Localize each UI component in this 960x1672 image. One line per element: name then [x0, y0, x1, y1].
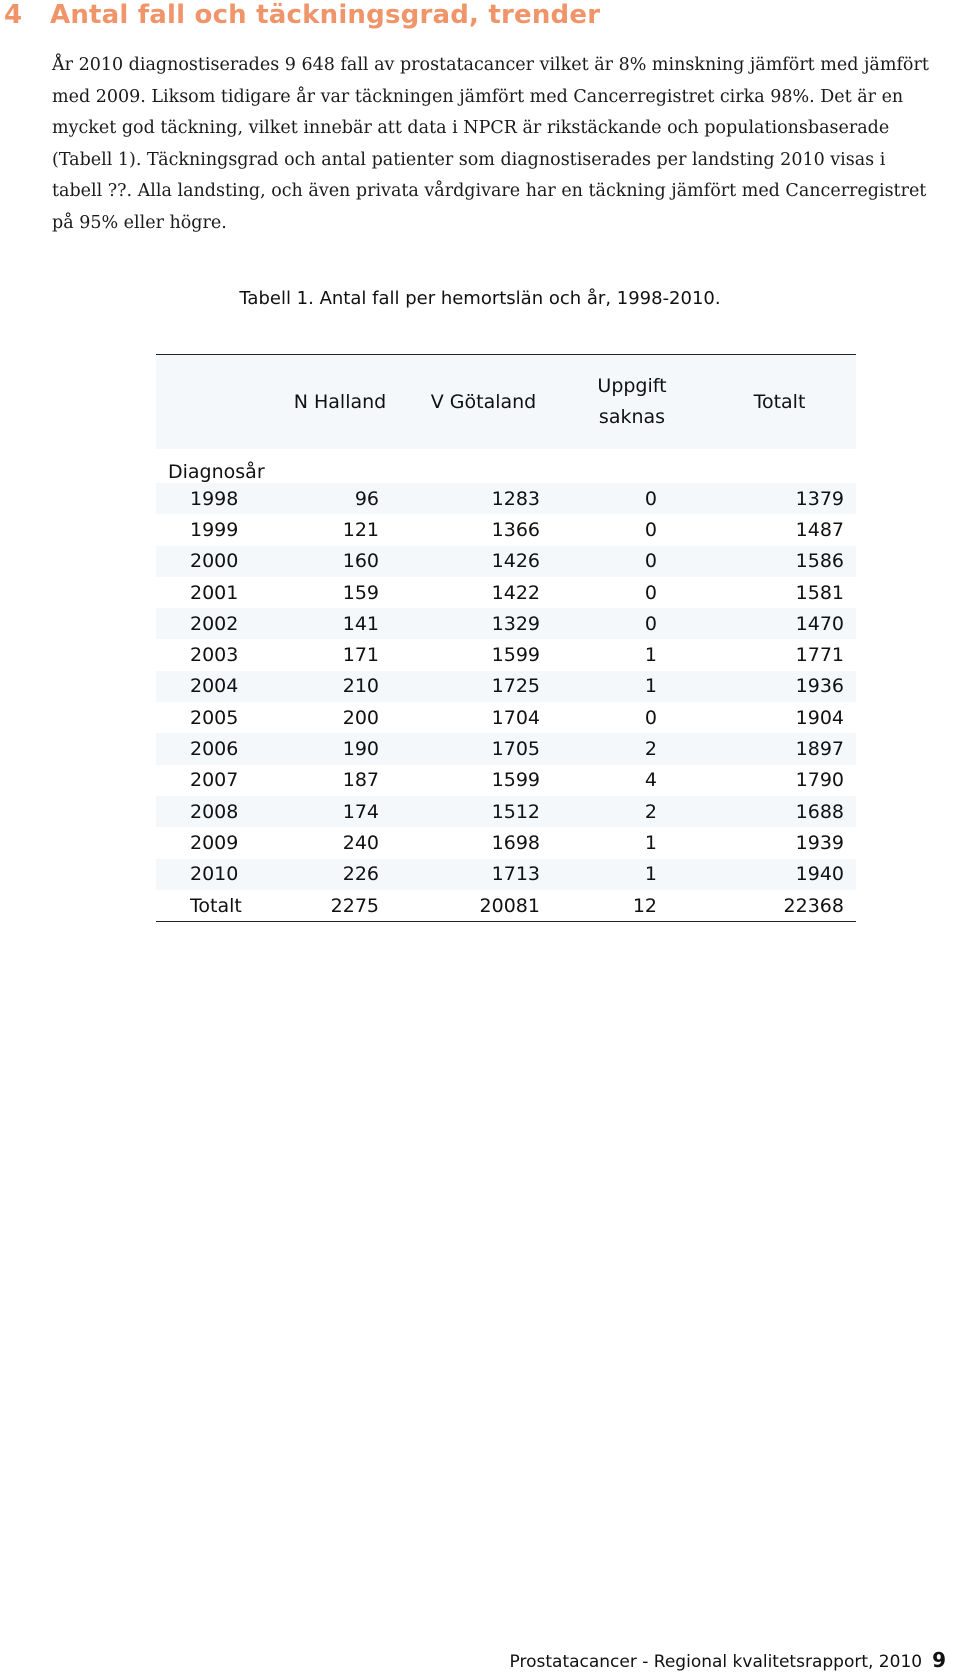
- n-halland-cell: 190: [274, 733, 406, 764]
- year-cell: 1998: [156, 483, 274, 514]
- year-cell: 1999: [190, 518, 239, 541]
- table-row: [156, 702, 856, 733]
- column-header-uppgift-saknas-text: Uppgift saknas: [597, 375, 667, 428]
- uppgift-saknas-cell: 0: [561, 608, 703, 639]
- table-row: [156, 765, 856, 796]
- uppgift-saknas-cell: 1: [561, 671, 703, 702]
- table-row: [156, 483, 856, 514]
- body-paragraph: År 2010 diagnostiserades 9 648 fall av prostatacancer vilket är 8% minskning jämfört med jämfört med 2009. Liksom tidigare år var täckningen jämfört med Cancerregistret cirka 98%. Det är en mycket god täckning, vilket innebär att data i NPCR är rikstäckande och populationsbaserade (Tabell 1). Täckningsgrad och antal patienter som diagnostiserades per landsting 2010 visas i tabell ??. Alla landsting, och även privata vårdgivare har en täckning jämfört med Cancerregistret på 95% eller högre.: [52, 55, 929, 233]
- v-gotaland-cell: 1366: [491, 518, 540, 541]
- totalt-cell: 1904: [795, 706, 844, 729]
- n-halland-cell: 210: [274, 671, 406, 702]
- v-gotaland-cell: 1599: [491, 769, 540, 792]
- v-gotaland-cell: 1705: [406, 733, 561, 764]
- table-row: [156, 827, 856, 858]
- n-halland-cell: 174: [274, 796, 406, 827]
- table-row: [156, 639, 856, 670]
- n-halland-cell: 159: [342, 581, 379, 604]
- n-halland-cell: 2275: [274, 890, 406, 922]
- year-cell: 2004: [156, 671, 274, 702]
- v-gotaland-cell: 1426: [406, 546, 561, 577]
- v-gotaland-cell: 1512: [406, 796, 561, 827]
- uppgift-saknas-cell: 12: [561, 890, 703, 922]
- totalt-cell: 1897: [703, 733, 856, 764]
- uppgift-saknas-cell: 2: [561, 733, 703, 764]
- table-row: [156, 796, 856, 827]
- v-gotaland-cell: 1704: [491, 706, 540, 729]
- totalt-cell: 1939: [795, 831, 844, 854]
- table-row: [156, 577, 856, 608]
- section-number: 4: [4, 0, 23, 30]
- table-row: [156, 671, 856, 702]
- year-cell: 2002: [156, 608, 274, 639]
- year-cell: 2003: [190, 644, 239, 667]
- table-row: [156, 733, 856, 764]
- totalt-cell: 1379: [703, 483, 856, 514]
- totalt-cell: 1688: [703, 796, 856, 827]
- year-cell: 2001: [190, 581, 239, 604]
- n-halland-cell: 141: [274, 608, 406, 639]
- row-group-label: Diagnosår: [168, 461, 265, 483]
- table-row: [156, 608, 856, 639]
- v-gotaland-cell: 1329: [406, 608, 561, 639]
- v-gotaland-cell: 1599: [491, 644, 540, 667]
- uppgift-saknas-cell: 0: [561, 483, 703, 514]
- v-gotaland-cell: 20081: [406, 890, 561, 922]
- uppgift-saknas-cell: 0: [644, 581, 657, 604]
- year-cell: 2007: [190, 769, 239, 792]
- row-group-label-row: [156, 449, 856, 483]
- totalt-cell: 1581: [795, 581, 844, 604]
- n-halland-cell: 121: [342, 518, 379, 541]
- header-corner: [156, 355, 274, 450]
- v-gotaland-cell: 1283: [406, 483, 561, 514]
- uppgift-saknas-cell: 1: [561, 859, 703, 890]
- section-title: Antal fall och täckningsgrad, trender: [50, 0, 601, 30]
- uppgift-saknas-cell: 0: [561, 546, 703, 577]
- n-halland-cell: 96: [274, 483, 406, 514]
- totalt-cell: 1470: [703, 608, 856, 639]
- uppgift-saknas-cell: 1: [644, 831, 657, 854]
- totalt-cell: 22368: [703, 890, 856, 922]
- v-gotaland-cell: 1725: [406, 671, 561, 702]
- table-row: [156, 890, 856, 922]
- n-halland-cell: 240: [342, 831, 379, 854]
- n-halland-cell: 200: [342, 706, 379, 729]
- uppgift-saknas-cell: 0: [644, 706, 657, 729]
- n-halland-cell: 226: [274, 859, 406, 890]
- totalt-cell: 1487: [795, 518, 844, 541]
- totalt-cell: 1586: [703, 546, 856, 577]
- v-gotaland-cell: 1713: [406, 859, 561, 890]
- column-header-n-halland: N Halland: [274, 355, 406, 450]
- page-number: 9: [932, 1648, 946, 1672]
- footer-text: Prostatacancer - Regional kvalitetsrapport, 2010: [509, 1652, 923, 1672]
- uppgift-saknas-cell: 4: [644, 769, 657, 792]
- v-gotaland-cell: 1698: [491, 831, 540, 854]
- table-header-row: [156, 355, 856, 450]
- column-header-uppgift-saknas: [561, 355, 703, 450]
- year-cell: 2006: [156, 733, 274, 764]
- v-gotaland-cell: 1422: [491, 581, 540, 604]
- year-cell: 2010: [156, 859, 274, 890]
- uppgift-saknas-cell: 0: [644, 518, 657, 541]
- year-cell: 2005: [190, 706, 239, 729]
- totalt-cell: 1940: [703, 859, 856, 890]
- section-heading: [4, 0, 600, 30]
- column-header-v-gotaland: V Götaland: [406, 355, 561, 450]
- n-halland-cell: 160: [274, 546, 406, 577]
- page-footer: [510, 1648, 946, 1672]
- n-halland-cell: 187: [342, 769, 379, 792]
- totalt-cell: 1771: [795, 644, 844, 667]
- totalt-cell: 1790: [795, 769, 844, 792]
- table-row: [156, 859, 856, 890]
- table-row: [156, 514, 856, 545]
- n-halland-cell: 171: [342, 644, 379, 667]
- year-cell: 2000: [156, 546, 274, 577]
- year-cell: 2008: [156, 796, 274, 827]
- year-cell: 2009: [190, 831, 239, 854]
- table-caption: Tabell 1. Antal fall per hemortslän och år, 1998-2010.: [239, 288, 721, 309]
- cases-table: [156, 354, 856, 922]
- uppgift-saknas-cell: 2: [561, 796, 703, 827]
- year-cell: Totalt: [156, 890, 274, 922]
- column-header-totalt: Totalt: [703, 355, 856, 450]
- uppgift-saknas-cell: 1: [644, 644, 657, 667]
- totalt-cell: 1936: [703, 671, 856, 702]
- table-row: [156, 546, 856, 577]
